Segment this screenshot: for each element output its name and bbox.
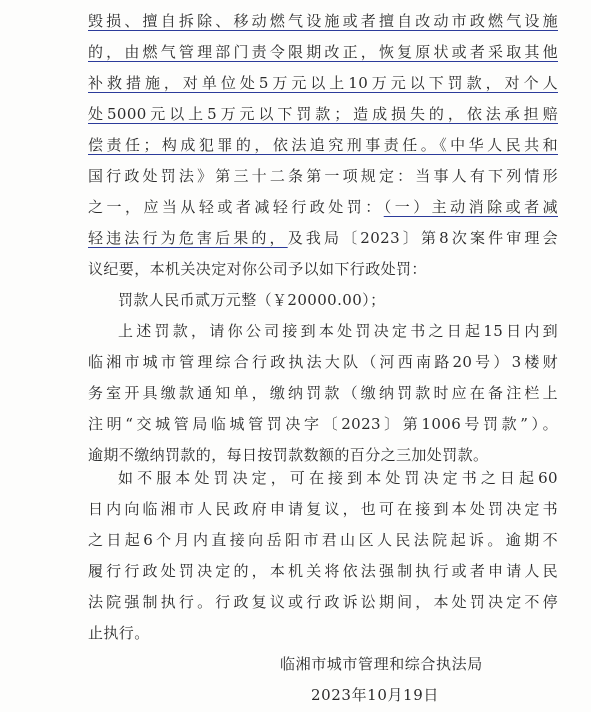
body-line-7-underlined: （一）主动消除或者减 [383,198,558,216]
body-line-1: 毁损、擅自拆除、移动燃气设施或者擅自改动市政燃气设施 [88,12,558,30]
para2-line-1: 如不服本处罚决定，可在接到本处罚决定书之日起60 [118,469,558,487]
body-line-8-plain: 及我局〔2023〕第8次案件审理会 [287,229,558,247]
body-line-8-underlined: 轻违法行为危害后果的， [88,229,288,247]
issue-date: 2023年10月19日 [311,686,439,704]
body-line-3: 补救措施，对单位处5万元以上10万元以下罚款，对个人 [88,74,558,92]
body-line-7 [88,194,558,220]
para1-line-2: 临湘市城市管理综合行政执法大队（河西南路20号）3楼财 [88,353,558,371]
body-line-9: 议纪要，本机关决定对你公司予以如下行政处罚： [88,260,427,278]
para1-line-4: 注明“交城管局临城管罚决字〔2023〕第1006号罚款”）。 [88,415,558,433]
body-line-5: 偿责任；构成犯罪的，依法追究刑事责任。《中华人民共和 [88,136,558,154]
para1-line-5: 逾期不缴纳罚款的，每日按罚款数额的百分之三加处罚款。 [88,446,489,464]
para2-line-5: 法院强制执行。行政复议或行政诉讼期间，本处罚决定不停 [88,593,558,611]
para2-line-3: 之日起6个月内直接向岳阳市君山区人民法院起诉。逾期不 [88,531,558,549]
body-line-7-plain: 之一，应当从轻或者减轻行政处罚： [88,198,384,216]
para1-line-1: 上述罚款，请你公司接到本处罚决定书之日起15日内到 [118,322,558,340]
para2-line-4: 履行行政处罚决定的，本机关将依法强制执行或者申请人民 [88,562,558,580]
para1-line-3: 务室开具缴款通知单，缴纳罚款（缴纳罚款时应在备注栏上 [88,384,558,402]
body-line-6: 国行政处罚法》第三十二条第一项规定：当事人有下列情形 [88,167,558,185]
issuing-authority: 临湘市城市管理和综合执法局 [280,655,483,673]
penalty-amount: 罚款人民币贰万元整（￥20000.00）； [118,291,386,309]
para2-line-2: 日内向临湘市人民政府申请复议，也可在接到本处罚决定书 [88,500,558,518]
body-line-8 [88,225,558,251]
body-line-2: 的，由燃气管理部门责令限期改正，恢复原状或者采取其他 [88,43,558,61]
para2-line-6: 止执行。 [88,624,150,642]
body-line-4: 处5000元以上5万元以下罚款；造成损失的，依法承担赔 [88,105,558,123]
